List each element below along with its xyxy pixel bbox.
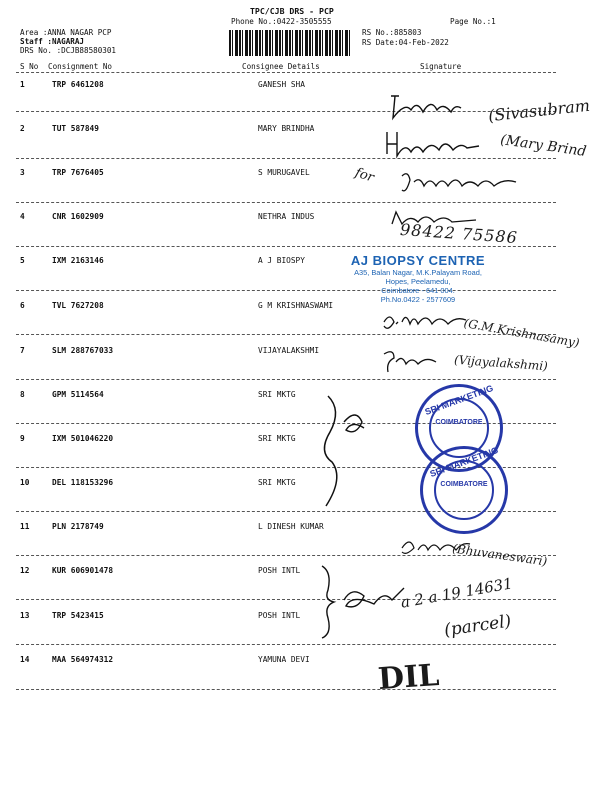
row-consignee: G M KRISHNASWAMI <box>258 301 334 310</box>
table-row <box>0 434 600 448</box>
row-divider <box>16 334 556 335</box>
row-consignment: MAA 564974312 <box>52 655 114 664</box>
row-consignment: SLM 288767033 <box>52 346 114 355</box>
row-divider <box>16 599 556 600</box>
signature-row-3-for: for <box>353 165 376 186</box>
signature-row-14: DIL <box>376 657 441 698</box>
row-divider <box>16 111 556 112</box>
signature-rows-8-10-bracket <box>316 392 368 512</box>
row-consignee: L DINESH KUMAR <box>258 522 324 531</box>
signature-row-3-scribble <box>398 168 528 198</box>
row-divider <box>16 379 556 380</box>
signature-row-7-scribble <box>380 346 440 376</box>
signature-row-4-phone: 98422 75586 <box>399 219 519 248</box>
area-label: Area :ANNA NAGAR PCP <box>20 28 112 37</box>
table-row <box>0 301 600 315</box>
row-sno: 13 <box>20 611 30 620</box>
column-header-signature: Signature <box>420 62 462 71</box>
row-divider <box>16 202 556 203</box>
row-consignee: SRI MKTG <box>258 478 296 487</box>
signature-row-13-number: a 2 a 19 14631 <box>399 574 515 612</box>
stamp-top-text: SRI MARKETING <box>428 444 500 480</box>
stamp-company-name: AJ BIOPSY CENTRE <box>350 253 486 268</box>
row-consignment: DEL 118153296 <box>52 478 114 487</box>
barcode <box>229 30 350 56</box>
header-divider <box>16 72 556 73</box>
row-consignee: SRI MKTG <box>258 434 296 443</box>
signature-row-2-name: (Mary Brind <box>499 132 588 160</box>
row-consignee: S MURUGAVEL <box>258 168 310 177</box>
row-divider <box>16 246 556 247</box>
stamp-city-text: COIMBATORE <box>435 419 483 426</box>
stamp-address-line: Hopes, Peelamedu, <box>385 277 451 286</box>
row-consignment: TRP 6461208 <box>52 80 104 89</box>
row-consignee: NETHRA INDUS <box>258 212 315 221</box>
rs-date: RS Date:04-Feb-2022 <box>362 38 449 47</box>
drs-number: DRS No. :DCJB88580301 <box>20 46 117 55</box>
row-sno: 10 <box>20 478 30 487</box>
row-consignee: VIJAYALAKSHMI <box>258 346 320 355</box>
row-sno: 14 <box>20 655 30 664</box>
rs-number: RS No.:885803 <box>362 28 422 37</box>
row-consignment: CNR 1602909 <box>52 212 104 221</box>
row-divider <box>16 689 556 690</box>
row-consignment: TUT 587849 <box>52 124 99 133</box>
row-consignment: TRP 5423415 <box>52 611 104 620</box>
signature-row-1-scribble <box>385 88 465 124</box>
table-row <box>0 478 600 492</box>
signature-row-6-scribble <box>380 308 470 338</box>
row-consignee: MARY BRINDHA <box>258 124 315 133</box>
table-row <box>0 390 600 404</box>
row-consignment: TRP 7676405 <box>52 168 104 177</box>
table-row <box>0 655 600 669</box>
row-sno: 4 <box>20 212 25 221</box>
table-row <box>0 522 600 536</box>
signature-rows-12-13-brace <box>318 560 408 640</box>
signature-row-1-name: (Sivasubram <box>487 95 591 126</box>
staff-label: Staff :NAGARAJ <box>20 37 85 46</box>
row-consignment: PLN 2178749 <box>52 522 104 531</box>
stamp-city-text: COIMBATORE <box>440 481 488 488</box>
page-number: Page No.:1 <box>450 17 496 26</box>
row-consignee: YAMUNA DEVI <box>258 655 310 664</box>
row-consignee: POSH INTL <box>258 611 301 620</box>
row-sno: 2 <box>20 124 25 133</box>
company-stamp-sri-2 <box>420 446 508 534</box>
row-consignee: POSH INTL <box>258 566 301 575</box>
row-consignment: GPM 5114564 <box>52 390 104 399</box>
row-consignment: IXM 501046220 <box>52 434 114 443</box>
stamp-address-line: Coimbatore - 641 004. <box>381 286 455 295</box>
signature-row-6-name: (G.M.Krishnasamy) <box>462 315 581 351</box>
signature-row-13-parcel: (parcel) <box>442 611 513 641</box>
row-consignee: SRI MKTG <box>258 390 296 399</box>
row-sno: 8 <box>20 390 25 399</box>
row-sno: 6 <box>20 301 25 310</box>
column-header-sno: S No <box>20 62 39 71</box>
company-stamp-biopsy <box>338 253 498 304</box>
column-header-consignee: Consignee Details <box>242 62 320 71</box>
stamp-phone-line: Ph.No.0422 - 2577609 <box>380 295 456 304</box>
stamp-address-line: A35, Balan Nagar, M.K.Palayam Road, <box>354 268 482 277</box>
column-header-consignment: Consignment No <box>48 62 113 71</box>
stamp-top-text: SRI MARKETING <box>423 382 495 418</box>
row-sno: 12 <box>20 566 30 575</box>
row-divider <box>16 644 556 645</box>
signature-row-7-name: (Vijayalakshmi) <box>453 352 549 374</box>
table-row <box>0 80 600 94</box>
signature-row-2-scribble <box>383 126 493 162</box>
row-sno: 1 <box>20 80 25 89</box>
signature-row-12-name: (Bhuvaneswari) <box>451 541 549 569</box>
table-row <box>0 256 600 270</box>
row-consignment: KUR 606901478 <box>52 566 114 575</box>
row-consignment: TVL 7627208 <box>52 301 104 310</box>
row-sno: 9 <box>20 434 25 443</box>
row-consignment: IXM 2163146 <box>52 256 104 265</box>
row-sno: 5 <box>20 256 25 265</box>
phone-number: Phone No.:0422-3505555 <box>231 17 332 26</box>
row-sno: 11 <box>20 522 30 531</box>
row-sno: 3 <box>20 168 25 177</box>
table-row <box>0 212 600 226</box>
row-consignee: A J BIOSPY <box>258 256 305 265</box>
document-title: TPC/CJB DRS - PCP <box>250 6 334 16</box>
row-sno: 7 <box>20 346 25 355</box>
row-consignee: GANESH SHA <box>258 80 305 89</box>
